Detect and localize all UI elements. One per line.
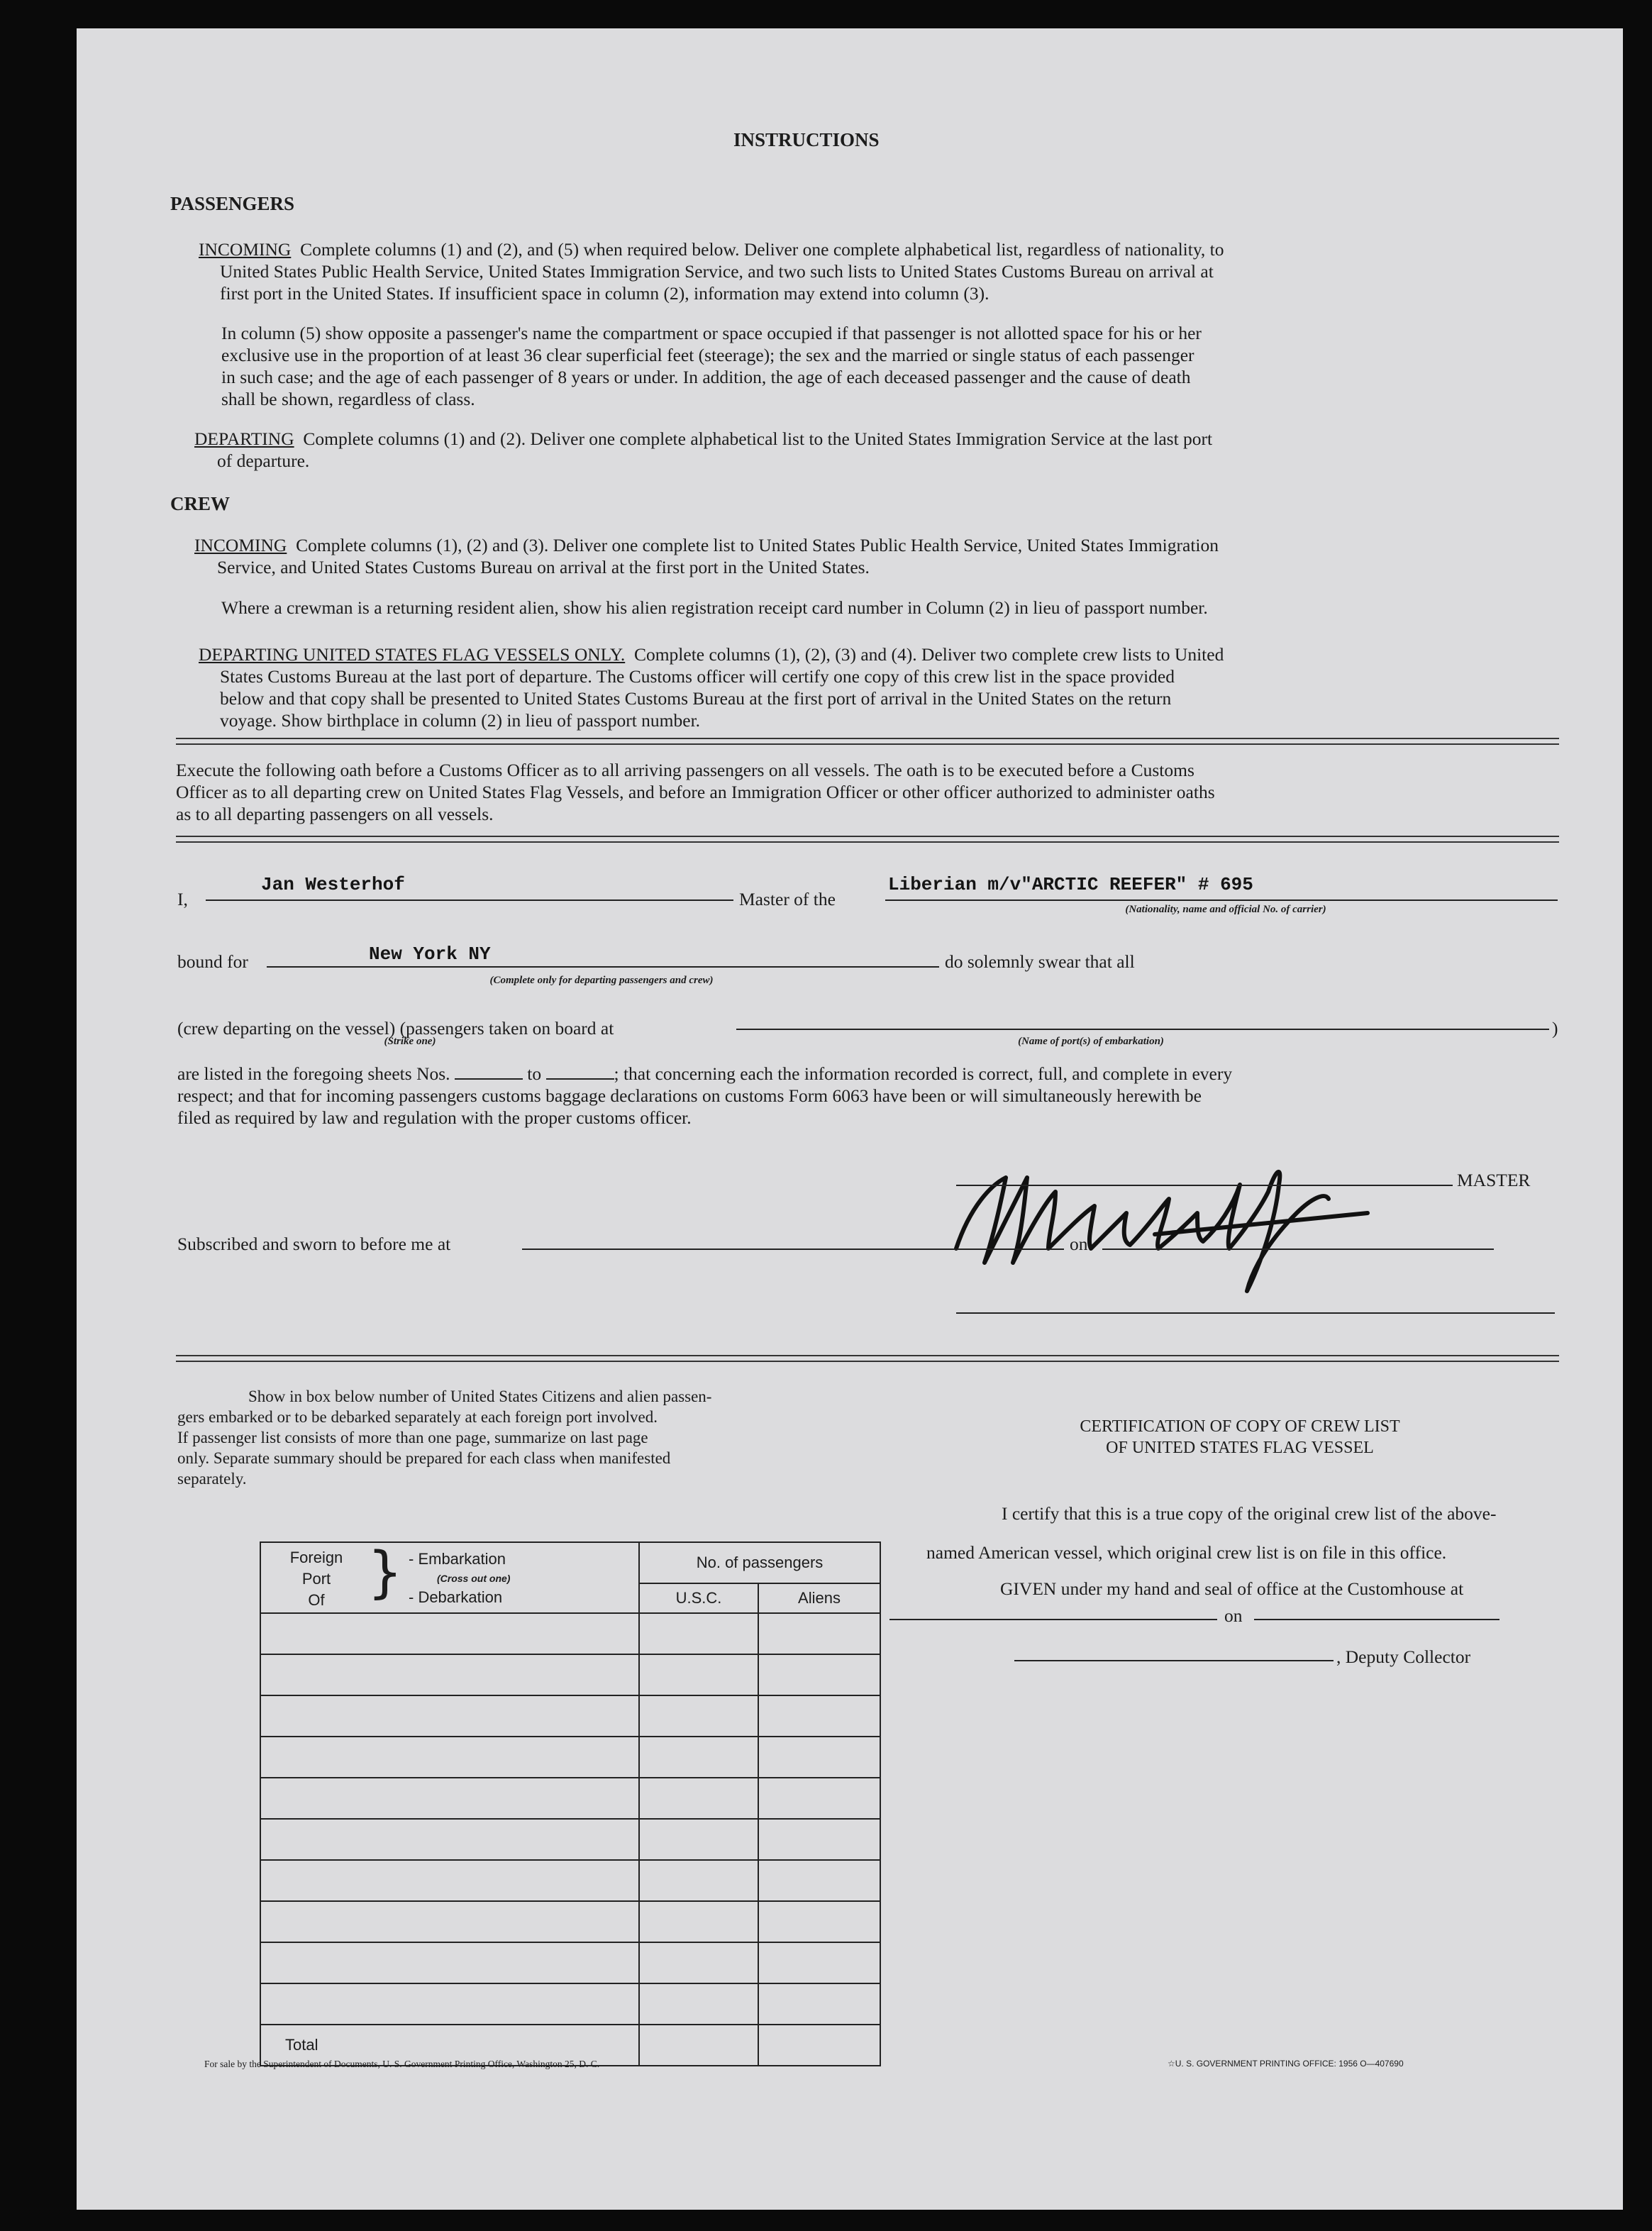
oath-intro	[176, 759, 1559, 825]
instruction-line: shall be shown, regardless of class.	[221, 389, 475, 409]
crew-departing	[199, 643, 1560, 731]
port-cell[interactable]	[260, 1778, 639, 1819]
instruction-line: States Customs Bureau at the last port of departure. The Customs officer will certify one copy of this crew list in the space provided	[220, 666, 1175, 687]
customhouse-line[interactable]	[889, 1619, 1217, 1620]
instruction-line: Complete columns (1) and (2). Deliver one complete alphabetical list to the United States Immigration Service at the last port	[303, 428, 1213, 449]
crew-incoming	[194, 534, 1556, 578]
instruction-line: United States Public Health Service, United States Immigration Service, and two such lists to United States Customs Bureau on arrival at	[220, 261, 1214, 282]
summary-instructions	[177, 1386, 887, 1489]
crew-departing-label: (crew departing on the vessel) (passengers taken on board at	[177, 1018, 614, 1039]
instruction-line: Complete columns (1), (2), (3) and (4). Deliver two complete crew lists to United	[633, 644, 1224, 665]
sworn-location-line[interactable]	[522, 1249, 1064, 1250]
certification-title-line: OF UNITED STATES FLAG VESSEL	[1106, 1439, 1374, 1457]
aliens-cell[interactable]	[758, 1737, 880, 1778]
table-row	[260, 1901, 880, 1942]
footer-right: ☆U. S. GOVERNMENT PRINTING OFFICE: 1956 O—407690	[1168, 2059, 1404, 2069]
passengers-heading: PASSENGERS	[170, 193, 295, 214]
on-label: on	[1070, 1234, 1088, 1254]
aliens-cell[interactable]	[758, 1819, 880, 1860]
aliens-cell[interactable]	[758, 1613, 880, 1654]
aliens-cell[interactable]	[758, 1778, 880, 1819]
instruction-line: In column (5) show opposite a passenger's name the compartment or space occupied if that passenger is not allotted space for his or her	[221, 323, 1202, 343]
close-paren: )	[1552, 1018, 1558, 1039]
instruction-line: first port in the United States. If insufficient space in column (2), information may extend into column (3).	[220, 283, 989, 304]
table-row	[260, 1695, 880, 1737]
instruction-line: Officer as to all departing crew on United States Flag Vessels, and before an Immigration Officer or other officer authorized to administer oaths	[176, 782, 1215, 802]
port-cell[interactable]	[260, 1819, 639, 1860]
passengers-departing	[194, 428, 1556, 472]
sheet-to-field[interactable]	[546, 1078, 614, 1080]
table-row	[260, 1778, 880, 1819]
brace-icon: }	[367, 1541, 403, 1605]
crew-resident-note: Where a crewman is a returning resident alien, show his alien registration receipt card number in Column (2) in lieu of passport number.	[221, 597, 1208, 618]
total-aliens-cell[interactable]	[758, 2025, 880, 2066]
port-cell[interactable]	[260, 1695, 639, 1737]
port-cell[interactable]	[260, 1654, 639, 1695]
officer-signature-line[interactable]	[956, 1312, 1555, 1314]
usc-cell[interactable]	[639, 1860, 758, 1901]
passengers-column5-note	[221, 322, 1555, 410]
no-passengers-header: No. of passengers	[639, 1542, 880, 1583]
instruction-line: as to all departing passengers on all vessels.	[176, 804, 494, 824]
cert-on-label: on	[1224, 1605, 1243, 1626]
port-header-cell	[260, 1542, 639, 1613]
master-name-field[interactable]: Jan Westerhof	[261, 874, 405, 895]
table-row	[260, 1819, 880, 1860]
vessel-line	[885, 899, 1558, 901]
master-label: MASTER	[1457, 1170, 1531, 1190]
sheet-from-field[interactable]	[455, 1078, 523, 1080]
instruction-line: If passenger list consists of more than one page, summarize on last page	[177, 1429, 648, 1446]
incoming-label: INCOMING	[194, 535, 287, 555]
section-divider	[176, 1355, 1559, 1362]
departing-label: DEPARTING	[194, 428, 294, 449]
instruction-line: voyage. Show birthplace in column (2) in lieu of passport number.	[220, 710, 701, 731]
vessel-caption: (Nationality, name and official No. of carrier)	[1125, 904, 1326, 915]
master-of-label: Master of the	[739, 889, 836, 909]
i-label: I,	[177, 889, 188, 909]
table-row	[260, 1983, 880, 2025]
table-row	[260, 1613, 880, 1654]
footer-left: For sale by the Superintendent of Documents, U. S. Government Printing Office, Washington 25, D. C.	[204, 2059, 600, 2069]
bound-caption: (Complete only for departing passengers and crew)	[489, 975, 714, 986]
port-cell[interactable]	[260, 1901, 639, 1942]
deputy-collector-line[interactable]	[1014, 1660, 1334, 1661]
oath-line: respect; and that for incoming passengers customs baggage declarations on customs Form 6063 have been or will simultaneously herewith be	[177, 1085, 1202, 1106]
certification-title	[921, 1416, 1559, 1458]
instruction-line: in such case; and the age of each passenger of 8 years or under. In addition, the age of each deceased passenger and the cause of death	[221, 367, 1191, 387]
destination-line	[267, 966, 939, 968]
certification-body	[926, 1502, 1565, 1600]
aliens-cell[interactable]	[758, 1901, 880, 1942]
passengers-incoming	[199, 238, 1546, 304]
page-title: INSTRUCTIONS	[733, 129, 880, 150]
table-row	[260, 1654, 880, 1695]
form-page	[77, 28, 1623, 2210]
aliens-cell[interactable]	[758, 1983, 880, 2025]
sworn-date-line[interactable]	[1102, 1249, 1494, 1250]
usc-cell[interactable]	[639, 1613, 758, 1654]
subscribed-label: Subscribed and sworn to before me at	[177, 1234, 451, 1254]
instruction-line: Service, and United States Customs Bureau on arrival at the first port in the United States.	[217, 557, 870, 577]
usc-cell[interactable]	[639, 1942, 758, 1983]
instruction-line: Execute the following oath before a Customs Officer as to all arriving passengers on all vessels. The oath is to be executed before a Customs	[176, 760, 1194, 780]
sheets-to: to	[527, 1063, 542, 1084]
deputy-collector-label: , Deputy Collector	[1336, 1646, 1471, 1667]
master-signature-line	[956, 1185, 1453, 1186]
instruction-line: Complete columns (1) and (2), and (5) when required below. Deliver one complete alphabetical list, regardless of nationality, to	[300, 239, 1224, 260]
instruction-line: Show in box below number of United States Citizens and alien passen-	[248, 1388, 712, 1405]
master-name-line	[206, 899, 733, 901]
usc-header: U.S.C.	[639, 1583, 758, 1613]
table-row	[260, 1942, 880, 1983]
embarkation-label: - Embarkation	[409, 1550, 506, 1568]
passenger-summary-table	[260, 1541, 881, 2066]
aliens-cell[interactable]	[758, 1654, 880, 1695]
port-cell[interactable]	[260, 1860, 639, 1901]
certification-date-line[interactable]	[1254, 1619, 1499, 1620]
table-row	[260, 1737, 880, 1778]
usc-cell[interactable]	[639, 1983, 758, 2025]
port-cell[interactable]	[260, 1613, 639, 1654]
debarkation-label: - Debarkation	[409, 1588, 503, 1606]
col-port: Port	[301, 1570, 331, 1588]
instruction-line: gers embarked or to be debarked separately at each foreign port involved.	[177, 1408, 658, 1426]
usc-cell[interactable]	[639, 1654, 758, 1695]
port-cell[interactable]	[260, 1737, 639, 1778]
master-signature	[942, 1121, 1453, 1312]
destination-field[interactable]: New York NY	[369, 943, 491, 965]
aliens-cell[interactable]	[758, 1942, 880, 1983]
instruction-line: Complete columns (1), (2) and (3). Deliver one complete list to United States Public Health Service, United States Immigration	[296, 535, 1219, 555]
table-row	[260, 1860, 880, 1901]
instruction-line: separately.	[177, 1470, 247, 1488]
port-cell[interactable]	[260, 1983, 639, 2025]
aliens-cell[interactable]	[758, 1860, 880, 1901]
strike-caption: (Strike one)	[384, 1036, 436, 1047]
embarkation-ports-line[interactable]	[736, 1029, 1549, 1030]
usc-cell[interactable]	[639, 1737, 758, 1778]
sheets-text: are listed in the foregoing sheets Nos.	[177, 1063, 450, 1084]
col-foreign: Foreign	[289, 1549, 343, 1566]
instruction-line: only. Separate summary should be prepared for each class when manifested	[177, 1449, 671, 1467]
vessel-field[interactable]: Liberian m/v"ARCTIC REEFER" # 695	[888, 874, 1253, 895]
oath-line: filed as required by law and regulation with the proper customs officer.	[177, 1107, 692, 1128]
aliens-cell[interactable]	[758, 1695, 880, 1737]
swear-label: do solemnly swear that all	[945, 951, 1135, 972]
departing-flag-label: DEPARTING UNITED STATES FLAG VESSELS ONLY.	[199, 644, 626, 665]
certification-line: named American vessel, which original crew list is on file in this office.	[926, 1542, 1447, 1563]
ports-caption: (Name of port(s) of embarkation)	[1018, 1036, 1164, 1047]
instruction-line: exclusive use in the proportion of at least 36 clear superficial feet (steerage); the sex and the married or single status of each passenger	[221, 345, 1194, 365]
bound-for-label: bound for	[177, 951, 248, 972]
col-of: Of	[308, 1591, 325, 1609]
sheets-text: ; that concerning each the information recorded is correct, full, and complete in every	[614, 1063, 1233, 1084]
usc-cell[interactable]	[639, 1695, 758, 1737]
section-divider	[176, 738, 1559, 745]
certification-line: GIVEN under my hand and seal of office at the Customhouse at	[1000, 1578, 1464, 1599]
cross-out-label: (Cross out one)	[437, 1573, 511, 1584]
total-label: Total	[260, 2025, 639, 2066]
usc-cell[interactable]	[639, 1819, 758, 1860]
sheets-statement	[177, 1063, 1568, 1129]
certification-line: I certify that this is a true copy of the original crew list of the above-	[1002, 1503, 1497, 1524]
incoming-label: INCOMING	[199, 239, 292, 260]
crew-heading: CREW	[170, 493, 231, 514]
usc-cell[interactable]	[639, 1901, 758, 1942]
certification-title-line: CERTIFICATION OF COPY OF CREW LIST	[1080, 1417, 1400, 1436]
aliens-header: Aliens	[758, 1583, 880, 1613]
instruction-line: of departure.	[217, 450, 310, 471]
total-usc-cell[interactable]	[639, 2025, 758, 2066]
usc-cell[interactable]	[639, 1778, 758, 1819]
section-divider	[176, 836, 1559, 843]
port-cell[interactable]	[260, 1942, 639, 1983]
instruction-line: below and that copy shall be presented to United States Customs Bureau at the first port of arrival in the United States on the return	[220, 688, 1172, 709]
